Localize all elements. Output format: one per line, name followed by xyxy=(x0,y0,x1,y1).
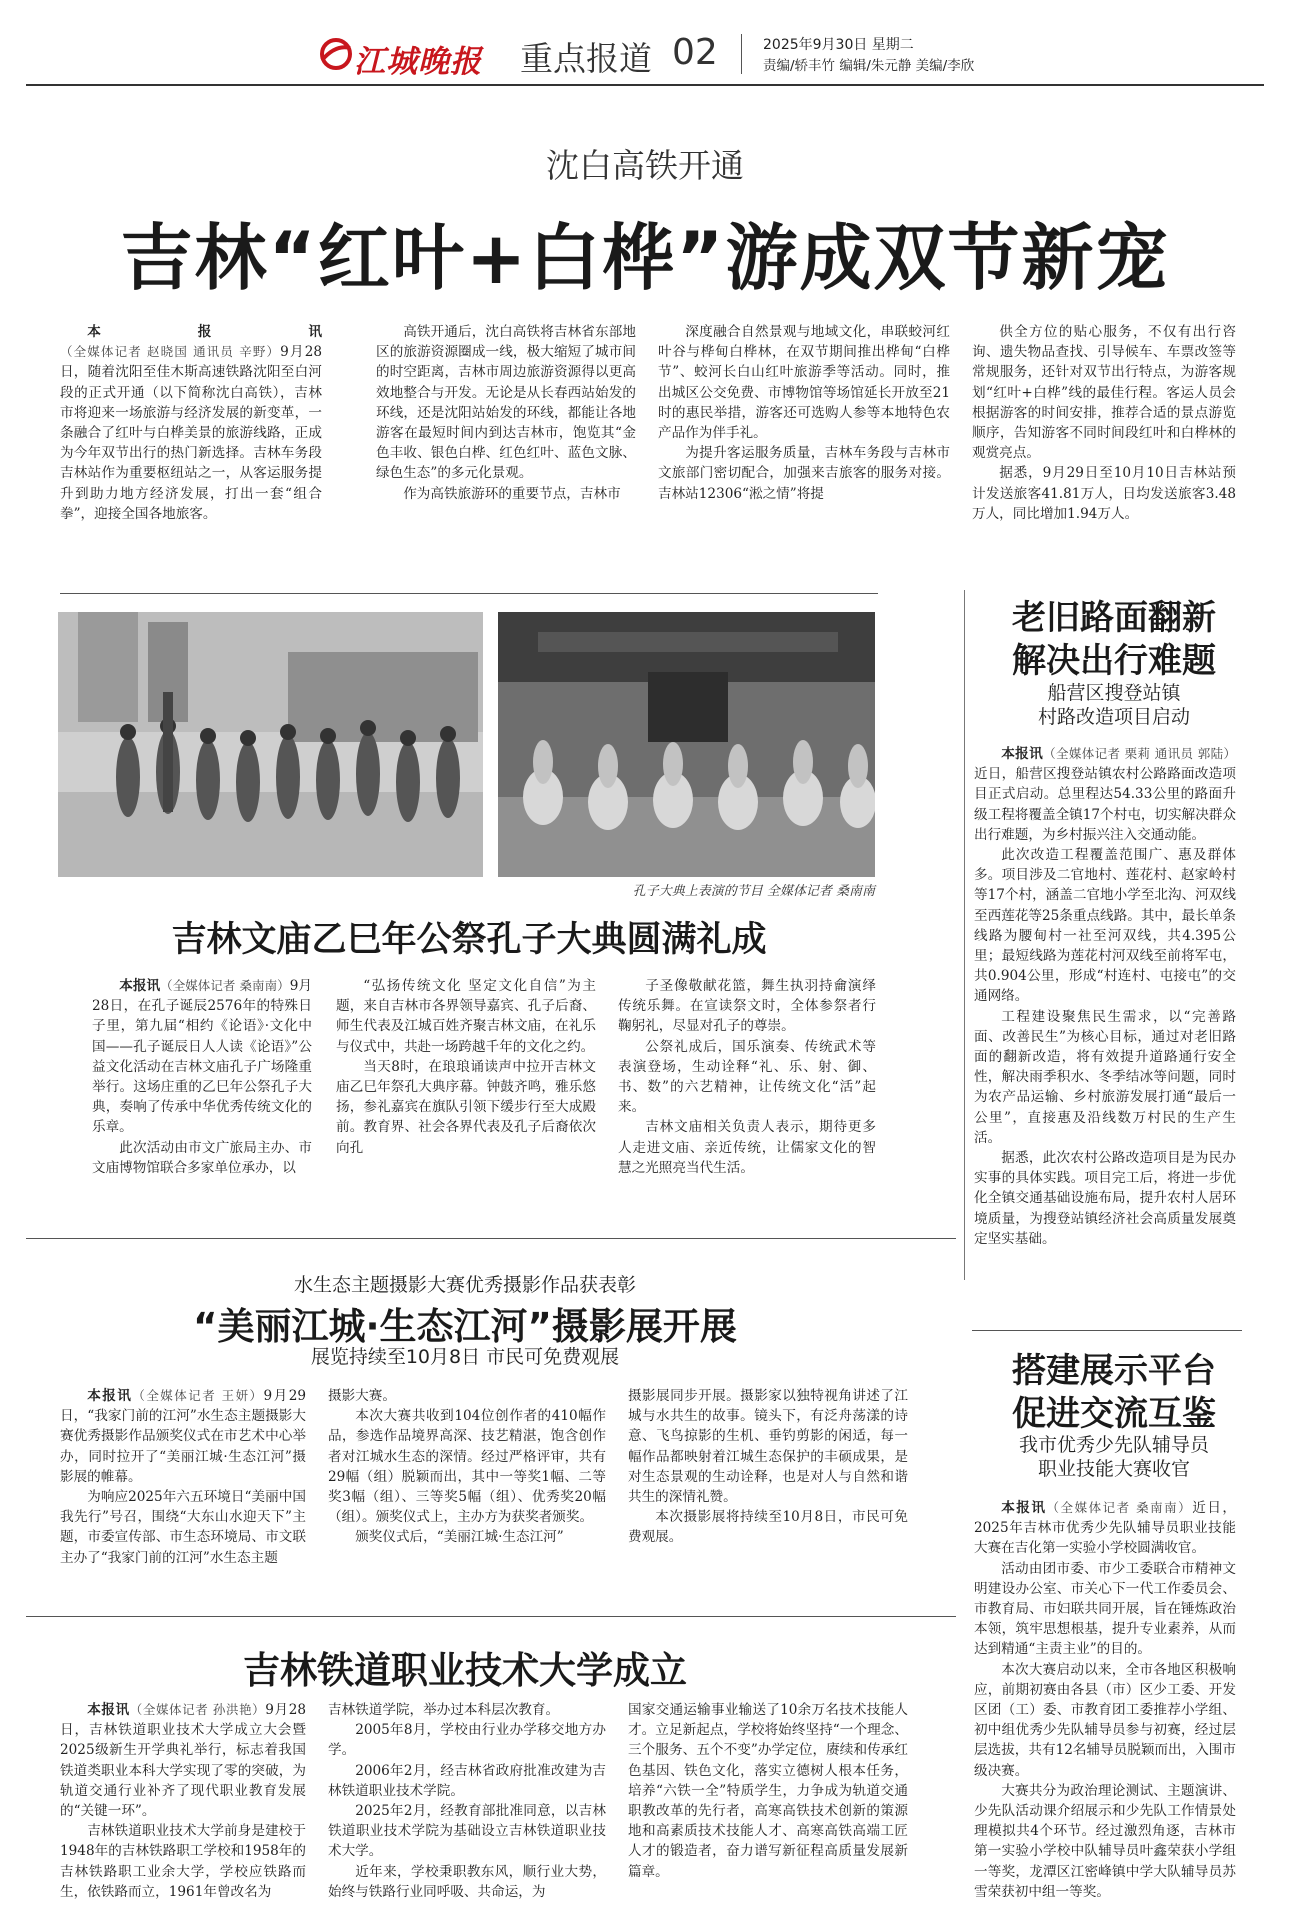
story4-column-3 xyxy=(628,1386,908,1568)
story5-body-2: 活动由团市委、市少工委联合市精神文明建设办公室、市关心下一代工作委员会、市教育局、市妇联共同开展，旨在锤炼政治本领，筑牢思想根基，提升专业素养，从而达到精通“主责主业”的目的。 xyxy=(974,1560,1236,1658)
story5-body-3: 本次大赛启动以来，全市各地区积极响应，前期初赛由各县（市）区少工委、开发区团（工）委、市教育团工委推荐小学组、初中组优秀少先队辅导员参与初赛，经过层层选拔，共有12名辅导员脱颖而出，入围市级决赛。 xyxy=(974,1661,1236,1779)
story4-body-4: 本次大赛共收到104位创作者的410幅作品，参选作品境界高深、技艺精湛，饱含创作者对江城水生态的深情。经过严格评审，共有29幅（组）脱颖而出，其中一等奖1幅、二等奖3幅（组）、三等奖5幅（组）、优秀奖20幅（组）。颁奖仪式上，主办方为获奖者颁奖。 xyxy=(328,1408,606,1526)
story5-dateline: 本报讯 xyxy=(1001,1500,1047,1516)
story1-body-4: 深度融合自然景观与地域文化，串联蛟河红叶谷与桦甸白桦林，在双节期间推出桦甸“白桦节”、蛟河长白山红叶旅游季等活动。同时，推出城区公交免费、市博物馆等场馆延长开放至21时的惠民举措，游客还可选购人参等本地特色农产品作为伴手礼。 xyxy=(658,324,950,442)
story1-body-5: 为提升客运服务质量，吉林车务段与吉林市文旅部门密切配合，加强来吉旅客的服务对接。吉林站12306“淞之情”将提 xyxy=(658,445,950,502)
photo-ceremony-left xyxy=(58,612,483,877)
story6-body-6: 2025年2月，经教育部批准同意，以吉林铁道职业技术学院为基础设立吉林铁道职业技术大学。 xyxy=(328,1803,606,1860)
story6-headline: 吉林铁道职业技术大学成立 xyxy=(243,1649,687,1692)
photo-top-rule xyxy=(60,593,878,594)
masthead-rule xyxy=(26,84,1264,86)
photo-ceremony-right xyxy=(498,612,875,877)
story2-body-7: 吉林文庙相关负责人表示，期待更多人走进文庙、亲近传统，让儒家文化的智慧之光照亮当代生活。 xyxy=(618,1119,876,1176)
story6-column-2 xyxy=(328,1700,606,1916)
story2-body-5: 子圣像敬献花篮，舞生执羽持龠演绎传统乐舞。在宣读祭文时，全体参祭者行鞠躬礼，尽显对孔子的尊崇。 xyxy=(618,978,876,1035)
story5-top-rule xyxy=(972,1330,1242,1331)
story6-body-8: 国家交通运输事业输送了10余万名技术技能人才。立足新起点，学校将始终坚持“一个理念、三个服务、五个不变”办学定位，赓续和传承红色基因、铁色文化，落实立德树人根本任务，培养“六铁一全”特质学生，力争成为轨道交通职教改革的先行者，高寒高铁技术创新的策源地和高素质技术技能人才、高寒高铁高端工匠人才的锻造者，奋力谱写新征程高质量发展新篇章。 xyxy=(628,1702,908,1880)
story4-column-1 xyxy=(60,1386,306,1568)
photo-caption: 孔子大典上表演的节目 全媒体记者 桑南南 xyxy=(632,884,875,899)
right-column-rule xyxy=(964,590,965,1280)
story5-subhead-line2: 职业技能大赛收官 xyxy=(1037,1458,1190,1480)
story1-column-2 xyxy=(376,322,636,534)
story4-body-7: 本次摄影展将持续至10月8日，市民可免费观展。 xyxy=(628,1509,908,1546)
story5-body-4: 大赛共分为政治理论测试、主题演讲、少先队活动课介绍展示和少先队工作情景处理模拟共4个环节。经过激烈角逐，吉林市第一实验小学校中队辅导员叶鑫荣获小学组一等奖，龙潭区江密峰镇中学大队辅导员苏雪荣获初中组一等奖。 xyxy=(974,1782,1236,1900)
story2-byline: （全媒体记者 桑南南） xyxy=(160,978,290,993)
masthead-divider xyxy=(741,34,742,74)
story6-body-7: 近年来，学校秉职教东风，顺行业大势，始终与铁路行业同呼吸、共命运，为 xyxy=(328,1863,606,1900)
story6-column-3 xyxy=(628,1700,908,1916)
story1-kicker: 沈白高铁开通 xyxy=(546,146,744,185)
story4-body-5: 颁奖仪式后，“美丽江城·生态江河” xyxy=(355,1529,564,1546)
newspaper-logo xyxy=(316,34,506,80)
story4-body-1: 9月29日，“我家门前的江河”水生态主题摄影大赛优秀摄影作品颁奖仪式在市艺术中心举办，同时拉开了“美丽江城·生态江河”摄影展的帷幕。 xyxy=(60,1388,306,1485)
story6-column-1 xyxy=(60,1700,306,1916)
story4-body-3: 摄影大赛。 xyxy=(328,1388,396,1404)
story1-byline: （全媒体记者 赵晓国 通讯员 辛野） xyxy=(60,344,281,360)
story4-body-6: 摄影展同步开展。摄影家以独特视角讲述了江城与水共生的故事。镜头下，有泛舟荡漾的诗意、飞鸟掠影的生机、垂钓剪影的闲适，每一幅作品都映射着江城生态保护的丰硕成果，是对生态景观的生动诠释，也是对人与自然和谐共生的深情礼赞。 xyxy=(628,1388,908,1506)
story6-body-1: 9月28日，吉林铁道职业技术大学成立大会暨2025级新生开学典礼举行，标志着我国铁道类职业本科大学实现了零的突破，为轨道交通行业补齐了现代职业教育发展的“关键一环”。 xyxy=(60,1702,306,1820)
story5-headline-line2: 促进交流互鉴 xyxy=(1012,1394,1216,1434)
story2-column-1 xyxy=(92,976,312,1178)
story3-body-4: 据悉，此次农村公路改造项目是为民办实事的具体实践。项目完工后，将进一步优化全镇交通基础设施布局，提升农村人居环境质量，为搜登站镇经济社会高质量发展奠定坚实基础。 xyxy=(974,1150,1236,1247)
story5-headline-line1: 搭建展示平台 xyxy=(1012,1351,1216,1391)
story4-kicker: 水生态主题摄影大赛优秀摄影作品获表彰 xyxy=(293,1274,636,1296)
masthead xyxy=(0,0,1290,80)
story1-body-6: 供全方位的贴心服务，不仅有出行咨询、遗失物品查找、引导候车、车票改签等常规服务，还针对双节出行特点，为游客规划“红叶+白桦”线的最佳行程。客运人员会根据游客的时间安排，推荐合适的景点游览顺序，告知游客不同时间段红叶和白桦林的观赏亮点。 xyxy=(972,324,1236,462)
story6-dateline: 本报讯 xyxy=(87,1702,130,1718)
issue-date: 2025年9月30日 星期二 xyxy=(763,37,914,53)
story1-body-2: 高铁开通后，沈白高铁将吉林省东部地区的旅游资源圈成一线，极大缩短了城市间的时空距离，吉林市周边旅游资源得以更高效地整合与开发。无论是从长春西站始发的环线，还是沈阳站始发的环线，都能让各地游客在最短时间内到达吉林市，饱览其“金色丰收、银色白桦、红色红叶、蓝色文脉、绿色生态”的多元化景观。 xyxy=(376,324,636,482)
logo-emblem-icon xyxy=(316,34,356,74)
section-name: 重点报道 xyxy=(520,39,652,78)
story1-column-1 xyxy=(60,322,322,534)
story6-body-5: 2006年2月，经吉林省政府批准改建为吉林铁道职业技术学院。 xyxy=(328,1762,606,1799)
story2-body-6: 公祭礼成后，国乐演奏、传统武术等表演登场，生动诠释“礼、乐、射、御、书、数”的六艺精神，让传统文化“活”起来。 xyxy=(618,1038,876,1116)
story5-byline: （全媒体记者 桑南南） xyxy=(1046,1500,1193,1515)
story3-subhead-line2: 村路改造项目启动 xyxy=(1037,706,1190,728)
story2-body-3: “弘扬传统文化 坚定文化自信”为主题，来自吉林市各界领导嘉宾、孔子后裔、师生代表及江城百姓齐聚吉林文庙，在礼乐与仪式中，共赴一场跨越千年的文化之约。 xyxy=(336,978,596,1055)
story6-byline: （全媒体记者 孙洪艳） xyxy=(129,1702,266,1717)
story1-body-7: 据悉，9月29日至10月10日吉林站预计发送旅客41.81万人，日均发送旅客3.48万人，同比增加1.94万人。 xyxy=(972,465,1236,522)
story1-column-4 xyxy=(972,322,1236,534)
story5-body-1: 近日，2025年吉林市优秀少先队辅导员职业技能大赛在吉化第一实验小学校圆满收官。 xyxy=(974,1500,1236,1557)
story3-body-3: 工程建设聚焦民生需求，以“完善路面、改善民生”为核心目标，通过对老旧路面的翻新改造，将有效提升道路通行安全性，解决雨季积水、冬季结冰等问题，同时为农产品运输、乡村旅游发展打通“最后一公里”，直接惠及沿线数万村民的生产生活。 xyxy=(974,1008,1236,1146)
story6-body-2: 吉林铁道职业技术大学前身是建校于1948年的吉林铁路职工学校和1958年的吉林铁路职工业余大学，学校应铁路而生，依铁路而立，1961年曾改名为 xyxy=(60,1823,306,1900)
story5-body xyxy=(974,1498,1236,1910)
story5-subhead-line1: 我市优秀少先队辅导员 xyxy=(1018,1434,1209,1456)
story6-body-4: 2005年8月，学校由行业办学移交地方办学。 xyxy=(328,1722,606,1759)
story1-headline: 吉林“红叶+白桦”游成双节新宠 xyxy=(120,216,1170,300)
story3-byline: （全媒体记者 栗莉 通讯员 郭陆） xyxy=(1043,746,1236,761)
story6-body-3: 吉林铁道学院，举办过本科层次教育。 xyxy=(328,1702,560,1718)
story2-body-1: 9月28日，在孔子诞辰2576年的特殊日子里，第九届“相约《论语》·文化中国——孔子诞辰日人人读《论语》”公益文化活动在吉林文庙孔子广场隆重举行。这场庄重的乙巳年公祭孔子大典，奏响了传承中华优秀传统文化的乐章。 xyxy=(92,978,312,1136)
story3-body xyxy=(974,744,1236,1276)
story2-body-2: 此次活动由市文广旅局主办、市文庙博物馆联合多家单位承办，以 xyxy=(92,1139,312,1176)
story1-body-1: 9月28日，随着沈阳至佳木斯高速铁路沈阳至白河段的正式开通（以下简称沈白高铁），吉林市将迎来一场旅游与经济发展的新变革，一条融合了红叶与白桦美景的旅游线路，正成为今年双节出行的热门新选择。吉林车务段吉林站作为重要枢纽站之一，从客运服务提升到助力地方经济发展，打出一套“组合拳”，迎接全国各地旅客。 xyxy=(60,344,322,522)
story1-dateline: 本报讯 xyxy=(87,324,322,340)
story3-headline-line2: 解决出行难题 xyxy=(1012,641,1216,681)
story3-dateline: 本报讯 xyxy=(1001,746,1044,762)
story2-dateline: 本报讯 xyxy=(119,978,161,994)
page-number: 02 xyxy=(672,32,718,73)
story2-bottom-rule xyxy=(26,1238,956,1239)
story4-subhead: 展览持续至10月8日 市民可免费观展 xyxy=(310,1346,620,1368)
story4-headline: “美丽江城·生态江河”摄影展开展 xyxy=(193,1305,737,1348)
logo-text: 江城晚报 xyxy=(354,44,482,80)
story4-byline: （全媒体记者 王妍） xyxy=(132,1388,264,1403)
story4-bottom-rule xyxy=(26,1616,956,1617)
story1-column-3 xyxy=(658,322,950,534)
story2-headline: 吉林文庙乙巳年公祭孔子大典圆满礼成 xyxy=(171,920,767,960)
story3-headline-line1: 老旧路面翻新 xyxy=(1012,598,1216,638)
story4-column-2 xyxy=(328,1386,606,1568)
story2-column-2 xyxy=(336,976,596,1178)
story2-body-4: 当天8时，在琅琅诵读声中拉开吉林文庙乙巳年祭孔大典序幕。钟鼓齐鸣，雅乐悠扬，参礼嘉宾在旗队引领下缓步行至大成殿前。教育界、社会各界代表及孔子后裔依次向孔 xyxy=(336,1058,596,1156)
story4-dateline: 本报讯 xyxy=(87,1388,133,1404)
story2-column-3 xyxy=(618,976,876,1178)
story3-subhead-line1: 船营区搜登站镇 xyxy=(1047,682,1181,704)
story4-body-2: 为响应2025年六五环境日“美丽中国我先行”号召，围绕“大东山水迎天下”主题，市委宣传部、市生态环境局、市文联主办了“我家门前的江河”水生态主题 xyxy=(60,1489,306,1566)
story3-body-1: 近日，船营区搜登站镇农村公路路面改造项目正式启动。总里程达54.33公里的路面升级工程将覆盖全镇17个村屯，切实解决群众出行难题，为乡村振兴注入交通动能。 xyxy=(974,766,1236,843)
story3-body-2: 此次改造工程覆盖范围广、惠及群体多。项目涉及二官地村、莲花村、赵家岭村等17个村，涵盖二官地小学至北沟、河双线至西莲花等25条重点线路。其中，最长单条线路为腰甸村一社至河双线，共4.395公里；最短线路为莲花村河双线至前将军屯，共0.904公里，形成“村连村、屯接屯”的交通网络。 xyxy=(974,847,1236,1005)
editor-credits: 责编/轿丰竹 编辑/朱元静 美编/李欣 xyxy=(763,58,975,74)
story1-body-3: 作为高铁旅游环的重要节点，吉林市 xyxy=(403,485,621,502)
